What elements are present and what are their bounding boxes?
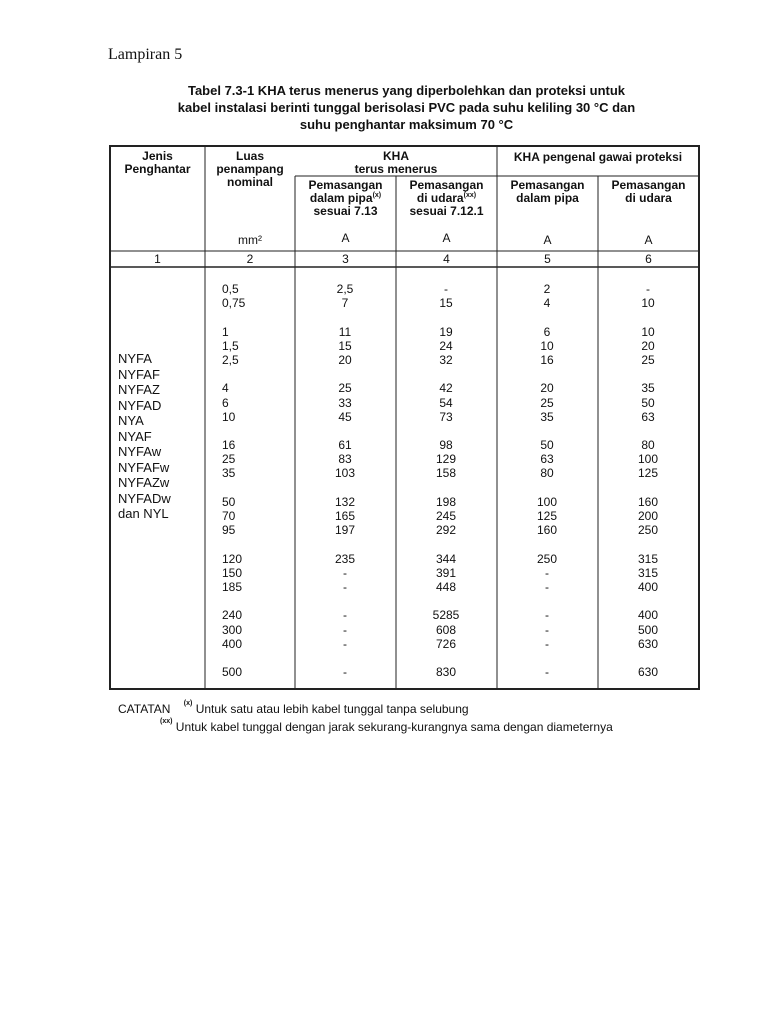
col-number: 5 (544, 252, 551, 266)
table-cell: 125 (536, 509, 558, 523)
conductor-type: NYFADw (118, 490, 171, 506)
table-cell: 129 (435, 452, 457, 467)
note-label: CATATAN (118, 702, 171, 716)
table-cell: - (343, 622, 347, 637)
table-cell: 80 (540, 466, 554, 481)
table-cell: 73 (439, 409, 453, 424)
table-cell: 50 (222, 494, 236, 509)
note-text: Untuk kabel tunggal dengan jarak sekurang-kurangnya sama dengan diameternya (175, 720, 613, 734)
table-cell: 240 (222, 608, 243, 623)
row-gap (517, 481, 577, 495)
table-cell: 448 (435, 579, 457, 594)
unit-col6: A (644, 233, 653, 247)
row-gap (618, 424, 678, 438)
header-luas: Luas penampang nominal (216, 149, 284, 189)
table-cell: - (545, 622, 549, 637)
table-cell: 6 (222, 395, 229, 410)
row-gap (416, 594, 476, 608)
table-cell: 16 (540, 352, 554, 367)
table-cell: 2,5 (336, 282, 354, 296)
conductor-type: NYAF (118, 428, 152, 444)
row-gap (222, 537, 282, 551)
column-proteksi-pipa (517, 282, 577, 679)
column-kha-udara (416, 282, 476, 679)
table-cell: 250 (536, 551, 558, 566)
row-gap (315, 310, 375, 324)
table-cell: 1 (222, 324, 229, 339)
table-cell: 4 (543, 296, 551, 311)
table-cell: - (343, 636, 347, 651)
table-cell: 315 (637, 551, 659, 566)
table-cell: 125 (637, 466, 659, 481)
table-cell: 10 (641, 324, 655, 339)
table-cell: 54 (439, 395, 453, 410)
table-cell: 500 (637, 622, 659, 637)
table-cell: 98 (439, 438, 453, 453)
row-gap (517, 367, 577, 381)
row-gap (315, 537, 375, 551)
row-gap (315, 481, 375, 495)
table-cell: 95 (222, 523, 236, 538)
col-number: 3 (342, 252, 349, 266)
table-cell: - (343, 579, 347, 594)
row-gap (315, 367, 375, 381)
table-cell: 15 (439, 296, 453, 311)
row-gap (618, 481, 678, 495)
table-cell: 158 (435, 466, 457, 481)
row-gap (222, 651, 282, 665)
table-cell: 2,5 (222, 352, 239, 367)
note-1 (118, 702, 469, 716)
table-cell: 7 (341, 296, 349, 311)
table-cell: 19 (439, 324, 453, 339)
table-cell: 32 (439, 352, 453, 367)
table-cell: 35 (540, 409, 554, 424)
col-number: 6 (645, 252, 652, 266)
table-cell: 24 (439, 338, 453, 353)
table-cell: - (646, 282, 650, 296)
conductor-type: NYFA (118, 351, 152, 366)
col-number: 1 (154, 252, 161, 266)
table-cell: 292 (435, 523, 457, 538)
table-cell: 235 (334, 551, 356, 566)
table-cell: - (545, 636, 549, 651)
row-gap (618, 594, 678, 608)
row-gap (517, 537, 577, 551)
unit-col5: A (543, 233, 552, 247)
table-cell: 6 (543, 324, 551, 339)
table-cell: 120 (222, 551, 243, 566)
column-luas (222, 282, 282, 679)
table-cell: 0,75 (222, 296, 246, 311)
header-kha-group: KHA terus menerus (354, 149, 438, 176)
table-cell: 11 (338, 324, 352, 339)
table-cell: 160 (536, 523, 558, 538)
table-cell: 10 (222, 409, 236, 424)
note-mark: (x) (183, 700, 193, 707)
table-cell: 42 (439, 381, 453, 396)
table-cell: 20 (338, 352, 352, 367)
table-cell: - (343, 665, 347, 680)
table-cell: - (343, 608, 347, 623)
unit-luas: mm² (238, 233, 262, 247)
table-cell: 630 (637, 636, 659, 651)
header-jenis: Jenis Penghantar (124, 149, 191, 176)
table-cell: 25 (641, 352, 655, 367)
table-cell: 20 (641, 338, 655, 353)
conductor-type: NYFAD (118, 397, 162, 413)
unit-col3: A (341, 231, 350, 245)
conductor-type: NYFAw (118, 444, 162, 459)
table-cell: 33 (338, 395, 352, 410)
table-cell: 35 (641, 381, 655, 396)
table-cell: - (545, 565, 549, 580)
table-cell: 4 (222, 381, 229, 396)
note-mark: (xx) (160, 718, 173, 725)
table-cell: 500 (222, 665, 243, 680)
row-gap (517, 310, 577, 324)
row-gap (222, 367, 282, 381)
conductor-type: NYFAZ (118, 382, 160, 397)
table-cell: 103 (334, 466, 356, 481)
title-line: kabel instalasi berinti tunggal berisolasi PVC pada suhu keliling 30 °C dan (177, 100, 636, 115)
row-gap (416, 481, 476, 495)
table-cell: 45 (338, 409, 352, 424)
table-cell: 100 (536, 494, 558, 509)
table-cell: 400 (222, 636, 243, 651)
note-2 (160, 720, 613, 734)
table-cell: 200 (637, 509, 659, 523)
table-cell: 160 (637, 494, 659, 509)
unit-col4: A (442, 231, 451, 245)
column-proteksi-udara (618, 282, 678, 679)
table-cell: 20 (540, 381, 554, 396)
note-mark-x: (x) (372, 192, 382, 199)
row-gap (618, 537, 678, 551)
table-cell: 400 (637, 608, 659, 623)
table-cell: 132 (334, 494, 356, 509)
row-gap (618, 651, 678, 665)
note-text: Untuk satu atau lebih kabel tunggal tanpa selubung (195, 702, 469, 716)
column-kha-pipa (315, 282, 375, 679)
table-cell: 185 (222, 579, 243, 594)
conductor-type: NYFAF (118, 366, 160, 382)
header-col5: Pemasangan dalam pipa (510, 178, 585, 205)
row-gap (315, 424, 375, 438)
conductor-type: NYFAFw (118, 459, 170, 475)
conductor-type: NYA (118, 413, 144, 428)
conductor-type: dan NYL (118, 506, 169, 521)
table-cell: 50 (641, 395, 655, 410)
header-col4: Pemasangan di udara$^{(xx)}$ sesuai 7.12.1 (409, 178, 484, 218)
table-cell: 50 (540, 438, 554, 453)
row-gap (416, 424, 476, 438)
title-line: Tabel 7.3-1 KHA terus menerus yang diperbolehkan dan proteksi untuk (187, 83, 626, 98)
conductor-type: NYFAZw (118, 475, 170, 490)
table-cell: 25 (222, 452, 236, 467)
header-col3: Pemasangan dalam pipa$^{(x)}$ sesuai 7.13 (308, 178, 383, 218)
row-gap (618, 367, 678, 381)
conductor-type-list (118, 351, 171, 522)
header-col6: Pemasangan di udara (611, 178, 686, 205)
table-cell: 726 (435, 636, 457, 651)
row-gap (222, 310, 282, 324)
row-gap (416, 310, 476, 324)
table-cell: 830 (435, 665, 457, 680)
row-gap (618, 310, 678, 324)
table-cell: 630 (637, 665, 659, 680)
col-number: 2 (246, 252, 254, 266)
row-gap (315, 651, 375, 665)
table-cell: 197 (334, 523, 356, 538)
table-cell: - (545, 665, 549, 680)
table-cell: 391 (435, 565, 457, 580)
table-cell: 70 (222, 509, 236, 523)
table-cell: 16 (222, 438, 236, 453)
table-cell: 25 (338, 381, 352, 396)
row-gap (517, 651, 577, 665)
row-gap (222, 594, 282, 608)
table-cell: 315 (637, 565, 659, 580)
row-gap (222, 424, 282, 438)
table-cell: - (444, 282, 448, 296)
table-cell: 300 (222, 622, 243, 637)
table-cell: 2 (543, 282, 551, 296)
table-cell: - (545, 579, 549, 594)
table-cell: 10 (641, 296, 655, 311)
table-cell: 344 (435, 551, 457, 566)
table-cell: 15 (338, 338, 352, 353)
header-proteksi-group: KHA pengenal gawai proteksi (513, 150, 683, 164)
table-cell: 80 (641, 438, 655, 453)
table-cell: 0,5 (222, 282, 239, 296)
table-cell: 608 (435, 622, 457, 637)
row-gap (517, 424, 577, 438)
note-mark-xx: (xx) (463, 192, 477, 199)
table-cell: - (343, 565, 347, 580)
table-cell: 63 (641, 409, 655, 424)
table-cell: 25 (540, 395, 554, 410)
table-cell: 1,5 (222, 338, 239, 353)
page-heading: Lampiran 5 (108, 46, 183, 63)
row-gap (416, 651, 476, 665)
table-cell: 100 (637, 452, 659, 467)
table-cell: 198 (435, 494, 457, 509)
row-gap (315, 594, 375, 608)
col-number: 4 (443, 252, 450, 266)
table-cell: 10 (540, 338, 554, 353)
table-cell: 400 (637, 579, 659, 594)
table-cell: 245 (435, 509, 457, 523)
row-gap (222, 481, 282, 495)
table-cell: 165 (334, 509, 356, 523)
table-cell: - (545, 608, 549, 623)
row-gap (416, 367, 476, 381)
table-cell: 83 (338, 452, 352, 467)
table-cell: 250 (637, 523, 659, 538)
table-cell: 5285 (432, 608, 460, 623)
title-line: suhu penghantar maksimum 70 °C (299, 117, 514, 132)
row-gap (517, 594, 577, 608)
table-cell: 35 (222, 466, 236, 481)
table-cell: 150 (222, 565, 243, 580)
table-cell: 63 (540, 452, 554, 467)
row-gap (416, 537, 476, 551)
table-cell: 61 (338, 438, 352, 453)
